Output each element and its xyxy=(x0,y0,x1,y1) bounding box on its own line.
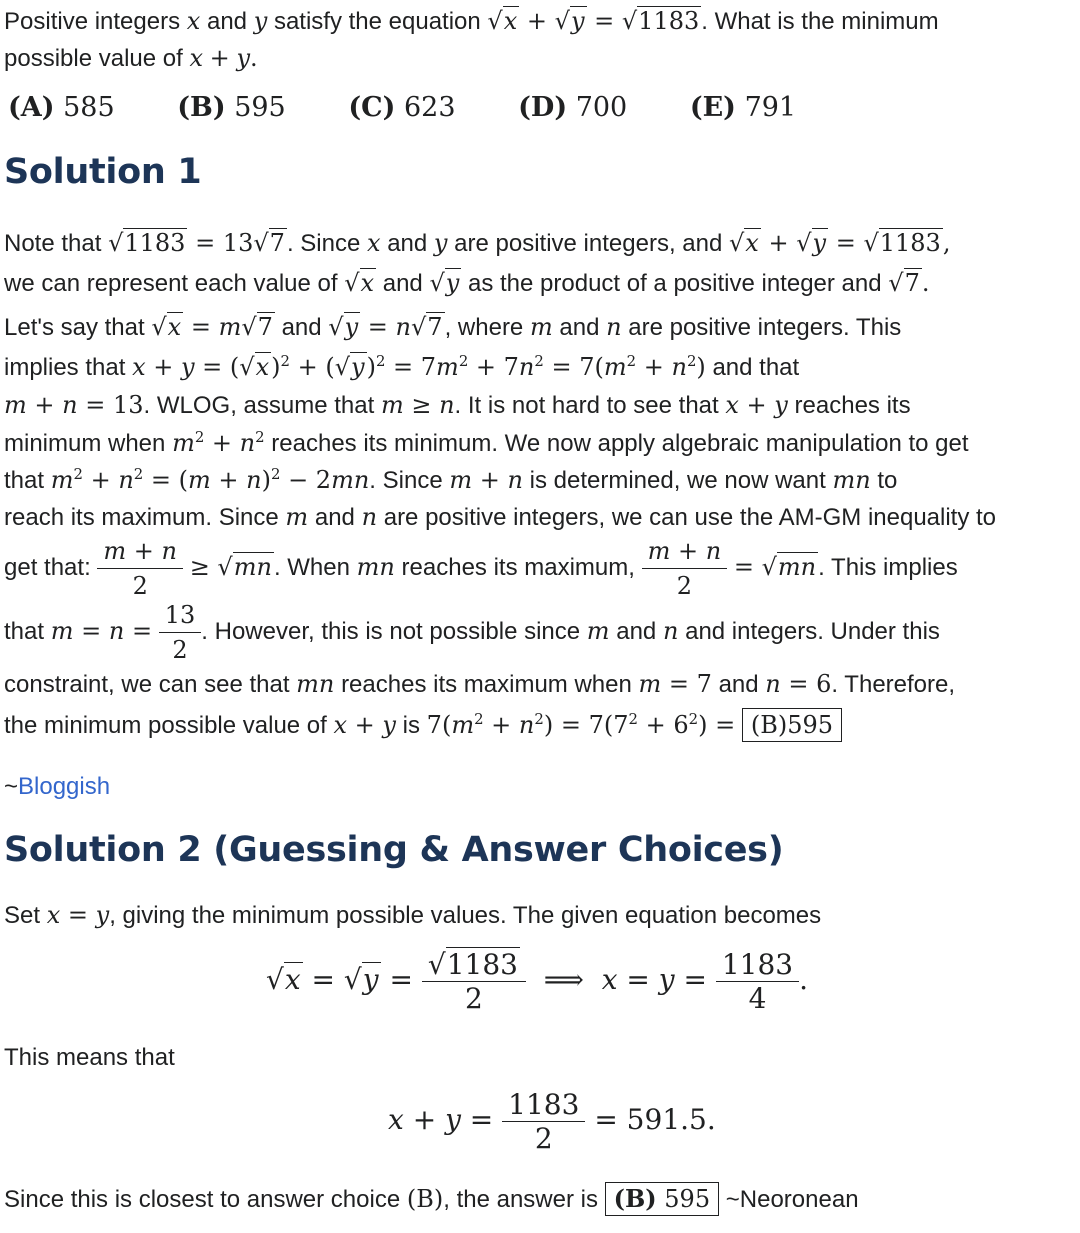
author-link-bloggish[interactable]: Bloggish xyxy=(18,773,111,800)
solution-1-heading: Solution 1 xyxy=(4,152,202,192)
solution-2-heading: Solution 2 (Guessing & Answer Choices) xyxy=(4,830,784,870)
sol1-line-10: that m = n = $\frac{13}{2}$ . However, this is not possible since m and n and integers. Under this xyxy=(4,598,940,667)
solution-2-answer-box: (B) 595 xyxy=(605,1182,719,1216)
sol1-line-4: implies that $x + y = (√x)^2 + (√y)^2 = 7m^2 + 7n^2 = 7(m^2 + n^2)$ and that xyxy=(4,352,800,381)
sol1-line-11: constraint, we can see that mn reaches its maximum when m = 7 and n = 6. Therefore, xyxy=(4,670,956,698)
sol1-line-12: the minimum possible value of x + y is $7(m^2 + n^2) = 7(7^2 + 6^2) = (B)595$ xyxy=(4,710,842,741)
problem-line-1: Positive integers x and y satisfy the equation √x + √y = √1183. What is the minimum xyxy=(4,7,939,35)
sol2-conclusion: Since this is closest to answer choice (B), the answer is (B) 595 ~Neoronean xyxy=(4,1184,859,1215)
solution-1-answer-box: (B)595 xyxy=(742,708,842,742)
sol1-line-1: Note that √1183 = 13√7. Since x and y are positive integers, and √x + √y = √1183, xyxy=(4,229,951,257)
sol1-line-7: that $m^2 + n^2 = (m + n)^2 - 2mn$. Since m + n is determined, we now want mn to xyxy=(4,465,898,494)
choice-c: (C) 623 xyxy=(348,92,456,123)
choice-e: (E) 791 xyxy=(689,92,797,123)
answer-choices xyxy=(8,92,850,123)
problem-line-2: possible value of x + y. xyxy=(4,44,258,72)
sol2-line-1: Set x = y, giving the minimum possible values. The given equation becomes xyxy=(4,901,822,929)
sol2-display-equation-2: x + y = $\frac{1183}{2}$ = 591.5. xyxy=(388,1088,716,1155)
sol1-line-8: reach its maximum. Since m and n are positive integers, we can use the AM-GM inequality to xyxy=(4,503,997,531)
sol1-line-9: get that: $\frac{m + n}{2}$ ≥ √mn. When mn reaches its maximum, $\frac{m + n}{2}$ = √mn. This implies xyxy=(4,534,958,603)
choice-d: (D) 700 xyxy=(518,92,628,123)
sol1-line-6: minimum when $m^2 + n^2$ reaches its minimum. We now apply algebraic manipulation to get xyxy=(4,428,969,457)
sol1-line-2: we can represent each value of √x and √y as the product of a positive integer and √7. xyxy=(4,269,930,297)
choice-a: (A) 585 xyxy=(8,92,115,123)
choice-b: (B) 595 xyxy=(177,92,286,123)
sol2-display-equation-1: √x = √y = $\frac{√1183}{2}$ ⟹ x = y = $\frac{1183}{4}$ . xyxy=(266,948,809,1015)
sol1-line-3: Let's say that √x = m√7 and √y = n√7, where m and n are positive integers. This xyxy=(4,313,902,341)
sol1-line-5: m + n = 13. WLOG, assume that m ≥ n. It is not hard to see that x + y reaches its xyxy=(4,391,911,419)
sol2-means: This means that xyxy=(4,1044,175,1071)
sol1-signature: ~Bloggish xyxy=(4,773,111,800)
